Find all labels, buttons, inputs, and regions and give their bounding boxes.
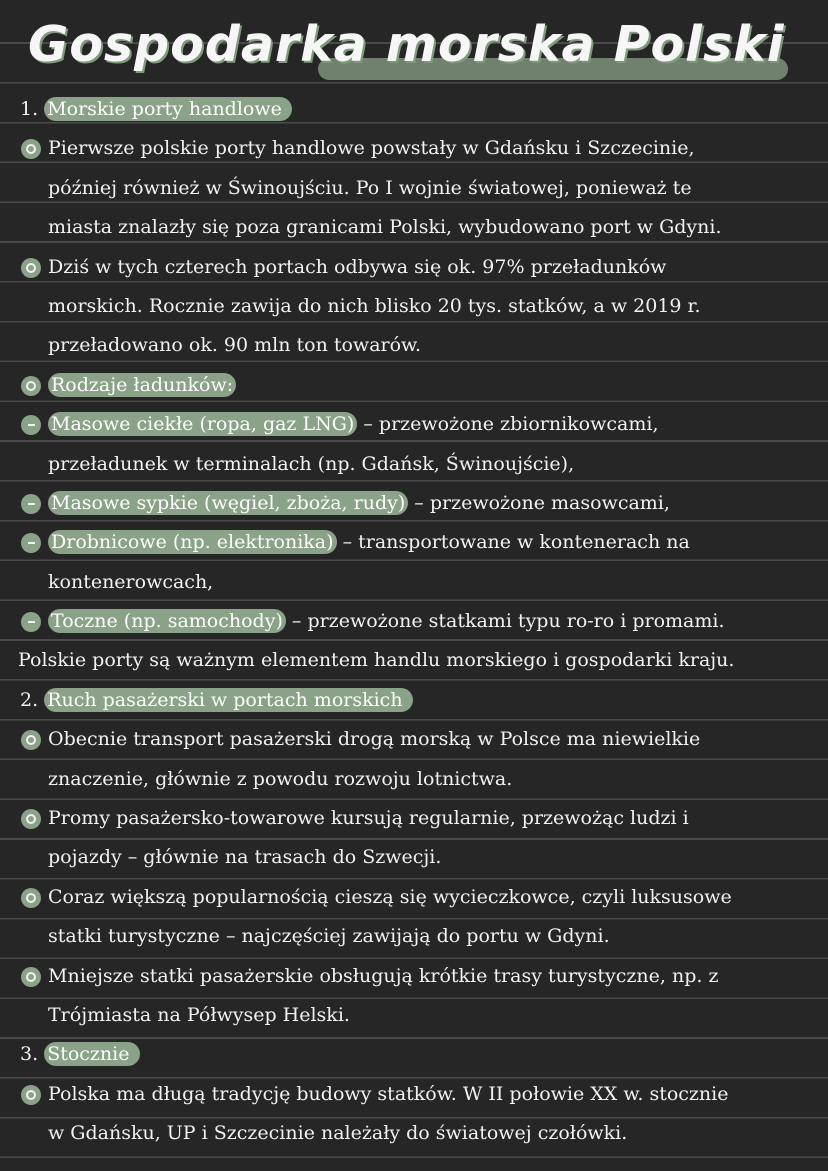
section-heading-text: Stocznie [44,1042,139,1066]
ring-glyph [26,1090,36,1100]
text: – przewożone statkami typu ro-ro i promami. [285,610,725,633]
title-block [28,8,818,100]
text: znaczenie, głównie z powodu rozwoju lotnictwa. [48,767,513,790]
continuation-line [0,760,828,799]
highlighted-text: Masowe sypkie (węgiel, zboża, rudy) [48,491,408,515]
continuation-line [0,169,828,208]
text: kontenerowcach, [48,570,214,593]
bullet-dash-icon [21,612,41,632]
text: przeładunek w terminalach (np. Gdańsk, Świnoujście), [48,452,575,475]
section-heading [0,681,828,720]
bullet-circle-icon [21,1085,41,1105]
bullet-item [0,878,828,917]
summary-line [0,641,828,680]
highlighted-text: Rodzaje ładunków: [48,373,236,397]
continuation-line [0,208,828,247]
bullet-dash-icon [21,494,41,514]
text: w Gdańsku, UP i Szczecinie należały do światowej czołówki. [48,1122,628,1145]
bullet-circle-icon [21,888,41,908]
bullet-dash-icon [21,415,41,435]
text: Polska ma długą tradycję budowy statków. W II połowie XX w. stocznie [48,1082,729,1105]
text: morskich. Rocznie zawija do nich blisko 20 tys. statków, a w 2019 r. [48,294,701,317]
bullet-item [0,405,828,444]
bullet-item [0,799,828,838]
bullet-item [0,248,828,287]
bullet-item [0,957,828,996]
continuation-line [0,445,828,484]
section-heading [0,90,828,129]
bullet-item [0,129,828,168]
ring-glyph [26,144,36,154]
ring-glyph [26,735,36,745]
continuation-line [0,996,828,1035]
ring-glyph [26,263,36,273]
bullet-item [0,602,828,641]
continuation-line [0,326,828,365]
text: miasta znalazły się poza granicami Polski, wybudowano port w Gdyni. [48,216,722,239]
dash-glyph [28,542,35,544]
section-heading-text: Morskie porty handlowe [44,97,292,121]
bullet-circle-icon [21,139,41,159]
bullet-dash-icon [21,533,41,553]
bullet-item [0,484,828,523]
text: Polskie porty są ważnym elementem handlu morskiego i gospodarki kraju. [18,649,735,672]
bullet-circle-icon [21,809,41,829]
text: Pierwsze polskie porty handlowe powstały w Gdańsku i Szczecinie, [48,137,695,160]
ring-glyph [26,814,36,824]
bullet-circle-icon [21,258,41,278]
bullet-item [0,523,828,562]
text: Obecnie transport pasażerski drogą morską w Polsce ma niewielkie [48,728,701,751]
highlighted-text: Toczne (np. samochody) [48,609,286,633]
dash-glyph [28,503,35,505]
text: Coraz większą popularnością cieszą się wycieczkowce, czyli luksusowe [48,885,732,908]
dash-glyph [28,621,35,623]
text: statki turystyczne – najczęściej zawijają do portu w Gdyni. [48,925,610,948]
bullet-circle-icon [21,730,41,750]
text: – przewożone zbiornikowcami, [357,413,659,436]
continuation-line [0,563,828,602]
section-number: 1. [20,98,39,120]
continuation-line [0,1114,828,1153]
continuation-line [0,838,828,877]
text: przeładowano ok. 90 mln ton towarów. [48,334,422,357]
ring-glyph [26,893,36,903]
bullet-item [0,720,828,759]
text: później również w Świnoujściu. Po I wojnie światowej, ponieważ te [48,176,692,199]
ring-glyph [26,381,36,391]
text: Mniejsze statki pasażerskie obsługują krótkie trasy turystyczne, np. z [48,964,719,987]
continuation-line [0,917,828,956]
text: pojazdy – głównie na trasach do Szwecji. [48,846,442,869]
section-heading-text: Ruch pasażerski w portach morskich [44,688,412,712]
bullet-circle-icon [21,967,41,987]
bullet-circle-icon [21,376,41,396]
continuation-line [0,287,828,326]
text: – przewożone masowcami, [408,491,670,514]
ring-glyph [26,972,36,982]
text: – transportowane w kontenerach na [336,531,690,554]
text: Promy pasażersko-towarowe kursują regularnie, przewożąc ludzi i [48,807,689,830]
dash-glyph [28,424,35,426]
section-number: 2. [20,688,39,711]
highlighted-text: Masowe ciekłe (ropa, gaz LNG) [48,412,357,436]
section-number: 3. [20,1043,39,1066]
text: Dziś w tych czterech portach odbywa się ok. 97% przeładunków [48,255,667,278]
section-heading [0,1035,828,1074]
text: Trójmiasta na Półwysep Helski. [48,1003,350,1026]
bullet-item [0,1075,828,1114]
page-title: Gospodarka morska Polski [28,16,785,73]
notes-content [0,90,828,1154]
highlighted-text: Drobnicowe (np. elektronika) [48,530,337,554]
bullet-item [0,366,828,405]
